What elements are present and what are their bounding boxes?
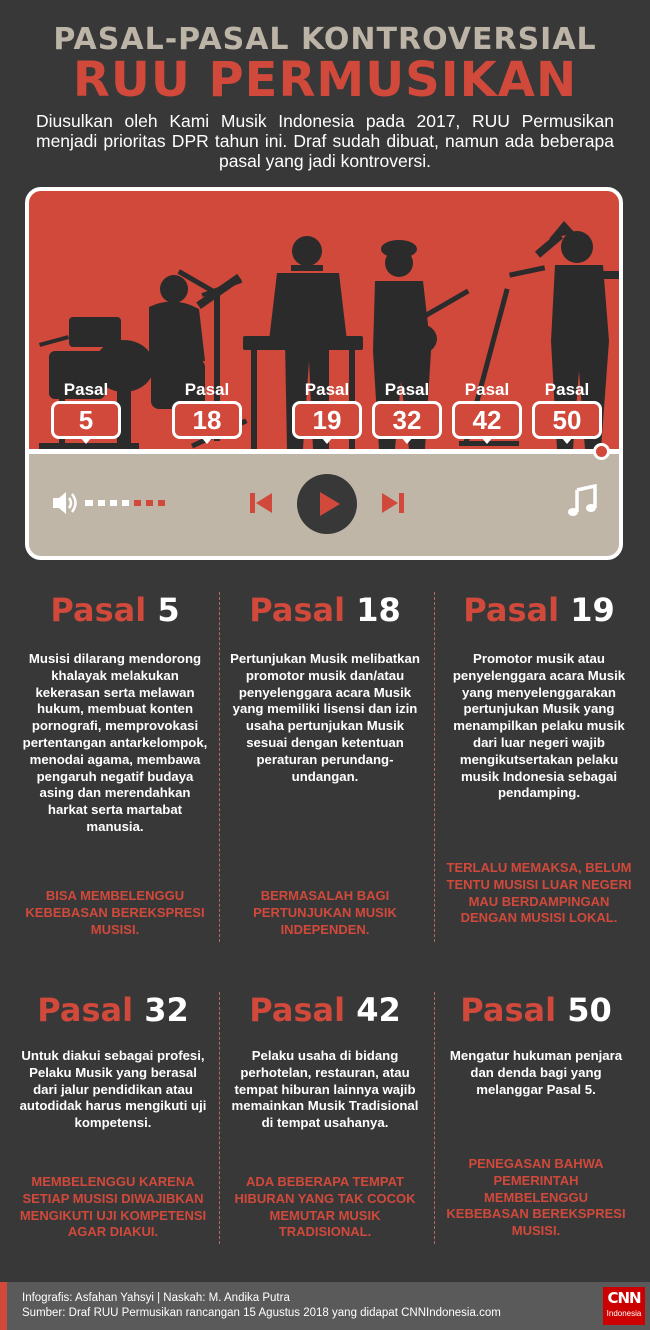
card-heading: Pasal 18	[249, 591, 401, 629]
previous-icon[interactable]	[248, 491, 274, 515]
card-heading: Pasal 32	[37, 991, 189, 1029]
card-pasal-5	[20, 590, 210, 950]
cnn-indonesia-logo	[603, 1287, 645, 1325]
marker-pointer	[401, 437, 413, 444]
card-pasal-18	[230, 590, 420, 950]
marker-pointer	[481, 437, 493, 444]
title-line-2: RUU PERMUSIKAN	[72, 52, 578, 108]
card-description: Promotor musik atau penyelenggara acara Musik yang menyelenggarakan pertunjukan Musik yang menampilkan pelaku musik dari luar negeri wajib mengikutsertakan pelaku musik Indonesia sebagai pendamping.	[452, 651, 626, 801]
intro-text: Diusulkan oleh Kami Musik Indonesia pada 2017, RUU Permusikan menjadi prioritas DPR tahun ini. Draf sudah dibuat, namun ada beberapa pasal yang jadi kontroversi.	[36, 111, 614, 171]
card-note: MEMBELENGGU KARENA SETIAP MUSISI DIWAJIBKAN MENGIKUTI UJI KOMPETENSI AGAR DIAKUI.	[19, 1174, 207, 1240]
footer	[0, 1282, 650, 1330]
column-divider	[219, 592, 220, 942]
column-divider	[434, 592, 435, 942]
volume-icon[interactable]	[51, 490, 79, 516]
volume-level-bar[interactable]	[85, 498, 165, 508]
title-line-1: PASAL-PASAL KONTROVERSIAL	[53, 22, 597, 57]
marker-label-32: Pasal	[384, 380, 430, 399]
band-stage	[29, 191, 619, 454]
card-note: PENEGASAN BAHWA PEMERINTAH MEMBELENGGU KEBEBASAN BEREKSPRESI MUSISI.	[446, 1156, 626, 1239]
card-heading: Pasal 19	[463, 591, 615, 629]
marker-number-18[interactable]: 18	[172, 401, 242, 439]
card-note: ADA BEBERAPA TEMPAT HIBURAN YANG TAK COCOK MEMUTAR MUSIK TRADISIONAL.	[234, 1174, 416, 1240]
player-controls	[29, 454, 619, 560]
card-note: BERMASALAH BAGI PERTUNJUKAN MUSIK INDEPENDEN.	[253, 888, 397, 937]
card-description: Musisi dilarang mendorong khalayak melakukan kekerasan serta melawan hukum, membuat konten pornografi, memprovokasi pertentangan antarkelompok, menodai agama, membawa pengaruh negatif budaya asing dan merendahkan harkat serta martabat manusia.	[22, 651, 208, 834]
marker-number-50[interactable]: 50	[532, 401, 602, 439]
logo-brand: CNN	[607, 1289, 641, 1307]
marker-label-42: Pasal	[464, 380, 510, 399]
card-pasal-50	[446, 990, 626, 1250]
card-note: BISA MEMBELENGGU KEBEBASAN BEREKSPRESI MUSISI.	[25, 888, 205, 937]
card-heading: Pasal 42	[249, 991, 401, 1029]
card-pasal-42	[230, 990, 420, 1250]
marker-label-19: Pasal	[304, 380, 350, 399]
footer-source: Sumber: Draf RUU Permusikan rancangan 15 Agustus 2018 yang didapat CNNIndonesia.com	[22, 1307, 501, 1319]
footer-accent-bar	[0, 1282, 7, 1330]
card-description: Mengatur hukuman penjara dan denda bagi yang melanggar Pasal 5.	[449, 1048, 623, 1097]
play-icon	[297, 474, 357, 534]
next-icon[interactable]	[380, 491, 406, 515]
marker-number-19[interactable]: 19	[292, 401, 362, 439]
card-heading: Pasal 5	[50, 591, 180, 629]
marker-label-18: Pasal	[184, 380, 230, 399]
marker-pointer	[201, 437, 213, 444]
marker-pointer	[561, 437, 573, 444]
card-description: Pertunjukan Musik melibatkan promotor musik dan/atau penyelenggara acara Musik yang memiliki lisensi dan izin usaha pertunjukan Musik sesuai dengan ketentuan peraturan perundang-undangan.	[230, 651, 420, 784]
marker-pointer	[321, 437, 333, 444]
card-note: TERLALU MEMAKSA, BELUM TENTU MUSISI LUAR NEGERI MAU BERDAMPINGAN DENGAN MUSISI LOKAL.	[446, 860, 632, 926]
marker-pointer	[80, 437, 92, 444]
marker-number-32[interactable]: 32	[372, 401, 442, 439]
marker-label-5: Pasal	[63, 380, 109, 399]
logo-sub: Indonesia	[606, 1309, 642, 1318]
card-description: Untuk diakui sebagai profesi, Pelaku Musik yang berasal dari jalur pendidikan atau autodidak harus mengikuti uji kompetensi.	[19, 1048, 207, 1131]
music-note-icon[interactable]	[567, 484, 599, 518]
marker-number-42[interactable]: 42	[452, 401, 522, 439]
card-pasal-19	[446, 590, 632, 950]
card-pasal-32	[16, 990, 210, 1250]
marker-number-5[interactable]: 5	[51, 401, 121, 439]
column-divider	[219, 992, 220, 1244]
marker-label-50: Pasal	[544, 380, 590, 399]
card-description: Pelaku usaha di bidang perhotelan, restauran, atau tempat hiburan lainnya wajib memainkan Musik Tradisional di tempat usahanya.	[231, 1048, 419, 1131]
play-button[interactable]	[297, 474, 357, 534]
music-player-graphic	[25, 187, 623, 560]
column-divider	[434, 992, 435, 1244]
card-heading: Pasal 50	[460, 991, 612, 1029]
footer-credits: Infografis: Asfahan Yahsyi | Naskah: M. Andika Putra	[22, 1292, 290, 1304]
